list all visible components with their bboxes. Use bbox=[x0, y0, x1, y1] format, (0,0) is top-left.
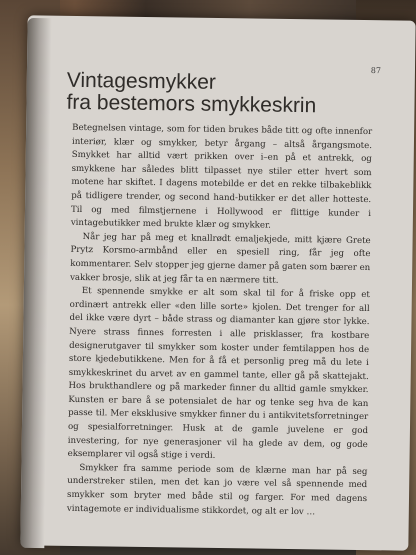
paragraph-1: Betegnelsen vintage, som for tiden brukes både titt og ofte innenfor interiør, klær og smykker, betyr årgang – altså årgangsmote. Smykket har alltid vært prikken over i–en på et antrekk, og smykkene har således blitt tilpasset nye stiler etter hvert som motene har skiftet. I dagens motebilde er det en rekke tilbakeblikk på tidligere trender, og second hand-butikker er det aller hotteste. Til og med filmstjernene i Hollywood er flittige kunder i vintagebutikker med brukte klær og smykker. bbox=[70, 122, 373, 231]
page-title-line-1: Vintagesmykker bbox=[66, 68, 217, 94]
page-title-line-2: fra bestemors smykkeskrin bbox=[66, 90, 317, 118]
page-content bbox=[54, 26, 391, 546]
body-text bbox=[67, 122, 372, 520]
paragraph-3: Et spennende smykke er alt som skal til for å friske opp et ordinært antrekk eller «den lille sorte» kjolen. Det trenger for all del ikke være dyrt – både strass og diamanter kan gjøre stor lykke. Nyere strass finnes forresten i alle prisklasser, fra kostbare designerutgaver til smykker som koster under femtilappen hos de store kjedebutikkene. Men for å få et personlig preg må du lete i smykkeskrinet du arvet av en gammel tante, eller gå på skattejakt. Hos brukthandlere og på markeder finner du alltid gamle smykker. Kunsten er bare å se potensialet de har og tenke seg hva de kan passe til. Mer eksklusive smykker finner du i antikvitetsforretninger og spesialforretninger. Husk at de gamle juvelene er god investering, for nye generasjoner vil ha glede av dem, og gode eksemplarer vil også stige i verdi. bbox=[67, 286, 370, 462]
paragraph-4: Smykker fra samme periode som de klærne man har på seg understreker stilen, men det kan jo være vel så spennende med smykker som bryter med både stil og farger. For med dagens vintagemote er individualisme stikkordet, og alt er lov … bbox=[66, 462, 368, 517]
page-title bbox=[66, 70, 387, 118]
page-number: 87 bbox=[370, 66, 382, 76]
paragraph-2: Når jeg har på meg et knallrødt emaljekjede, mitt kjære Grete Prytz Korsmo-armbånd eller en spesiell ring, får jeg ofte kommentarer. Selv stopper jeg gjerne damer på gaten som bærer en vakker brosje, slik at jeg får ta en nærmere titt. bbox=[70, 231, 371, 286]
